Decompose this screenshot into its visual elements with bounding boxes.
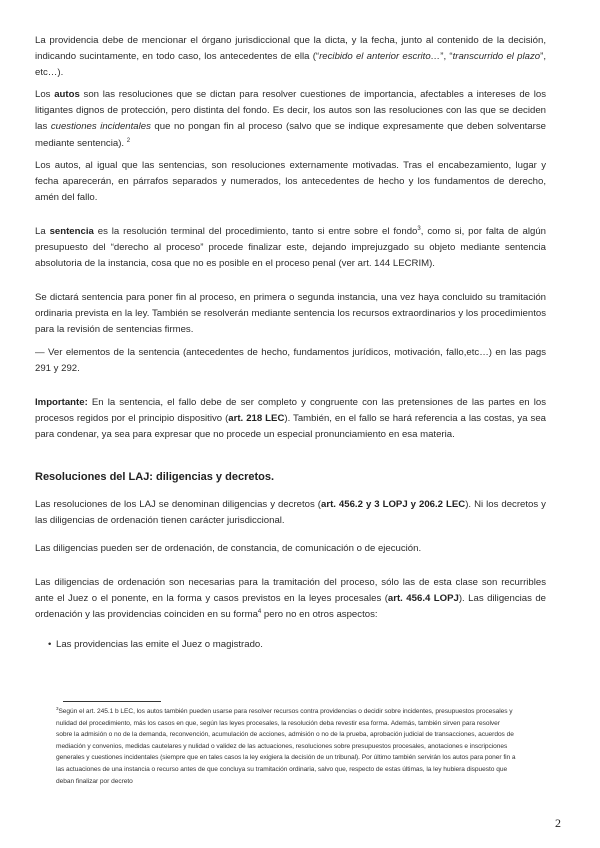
paragraph-sentencia: La sentencia es la resolución terminal del procedimiento, tanto si entre sobre el fondo$^3$, como si, por falta de algún presupuesto del “derecho al proceso” procede finalizar este, dejando imprejuzgado su objeto mediante sentencia absolutoria de la instancia, cosa que no es posible en el proceso penal (ver art. 144 LECRIM). [35, 225, 546, 270]
paragraph-tipos-diligencias: Las diligencias pueden ser de ordenación, de constancia, de comunicación o de ejecución. [35, 543, 422, 555]
paragraph-importante: Importante: En la sentencia, el fallo debe de ser completo y congruente con las pretensiones de las partes en los procesos regidos por el principio dispositivo (art. 218 LEC). También, en el fallo se hará referencia a las costas, ya sea para condenar, ya sea para expresar que no procede un especial pronunciamiento en esa materia. [35, 396, 546, 440]
paragraph-diligencias-ordenacion: Las diligencias de ordenación son necesarias para la tramitación del proceso, sólo las de esta clase son recurribles ante el Juez o el ponente, en la forma y casos previstos en la leyes procesales (art. 456.4 LOPJ). Las diligencias de ordenación y las providencias coinciden en su forma$^4$ pero no en otros aspectos: [35, 577, 547, 621]
footnote-divider [63, 701, 161, 702]
list-item: • Las providencias las emite el Juez o magistrado. [56, 637, 546, 653]
section-heading: Resoluciones del LAJ: diligencias y decretos. [35, 470, 275, 483]
page-body [35, 33, 546, 653]
paragraph-providencia: La providencia debe de mencionar el órgano jurisdiccional que la dicta, y la fecha, junto al contenido de la decisión, indicando sucintamente, en todo caso, los antecedentes de ella (“recibido el anterior escrito…”, “transcurrido el plazo”, etc…). [35, 35, 546, 79]
footnote: $^3$Según el art. 245.1 b LEC, los autos también pueden usarse para resolver recursos contra providencias o decidir sobre incidentes, presupuestos procesales y nulidad del procedimiento, más los casos en que, según las leyes procesales, la resolución deba revestir esa forma. Además, también sirven para resolver sobre la admisión o no de la demanda, reconvención, acumulación de acciones, admisión o no de la prueba, aprobación judicial de transacciones, acuerdos de mediación y convenios, medidas cautelares y nulidad o validez de las actuaciones, resoluciones sobre presupuestos procesales, anotaciones e inscripciones generales y cuestiones incidentales (siempre que en tales casos la ley exigiera la decisión de un tribunal). Por último también servirán los autos para poner fin a las actuaciones de una instancia o recurso antes de que concluya su tramitación ordinaria, salvo que, respecto de estas últimas, la ley hubiera dispuesto que deban finalizar por decreto [56, 705, 516, 785]
page-number: 2 [555, 816, 561, 830]
paragraph-resoluciones-laj: Las resoluciones de los LAJ se denominan diligencias y decretos (art. 456.2 y 3 LOPJ y 206.2 LEC). Ni los decretos y las diligencias de ordenación tienen carácter jurisdiccional. [35, 498, 546, 527]
paragraph-autos-motivadas: Los autos, al igual que las sentencias, son resoluciones externamente motivadas. Tras el encabezamiento, lugar y fecha aparecerán, en párrafos separados y numerados, los antecedentes de hecho y los fundamentos de derecho, amén del fallo. [35, 159, 546, 203]
paragraph-ver-elementos: — Ver elementos de la sentencia (antecedentes de hecho, fundamentos jurídicos, motivación, fallo,etc…) en las pags 291 y 292. [35, 346, 546, 374]
bullet-list [35, 637, 546, 653]
paragraph-autos: Los autos son las resoluciones que se dictan para resolver cuestiones de importancia, afectables a intereses de los litigantes dignos de protección, pero distinta del fondo. Es decir, los autos son las resoluciones con las que se deciden las cuestiones incidentales que no pongan fin al proceso (salvo que se indique expresamente que deben solventarse mediante sentencia). $^2$ [35, 89, 547, 149]
paragraph-dictara-sentencia: Se dictará sentencia para poner fin al proceso, en primera o segunda instancia, una vez haya concluido su tramitación ordinaria prevista en la ley. También se resolverán mediante sentencia los recursos extraordinarios y los procedimientos para la revisión de sentencias firmes. [35, 292, 546, 336]
